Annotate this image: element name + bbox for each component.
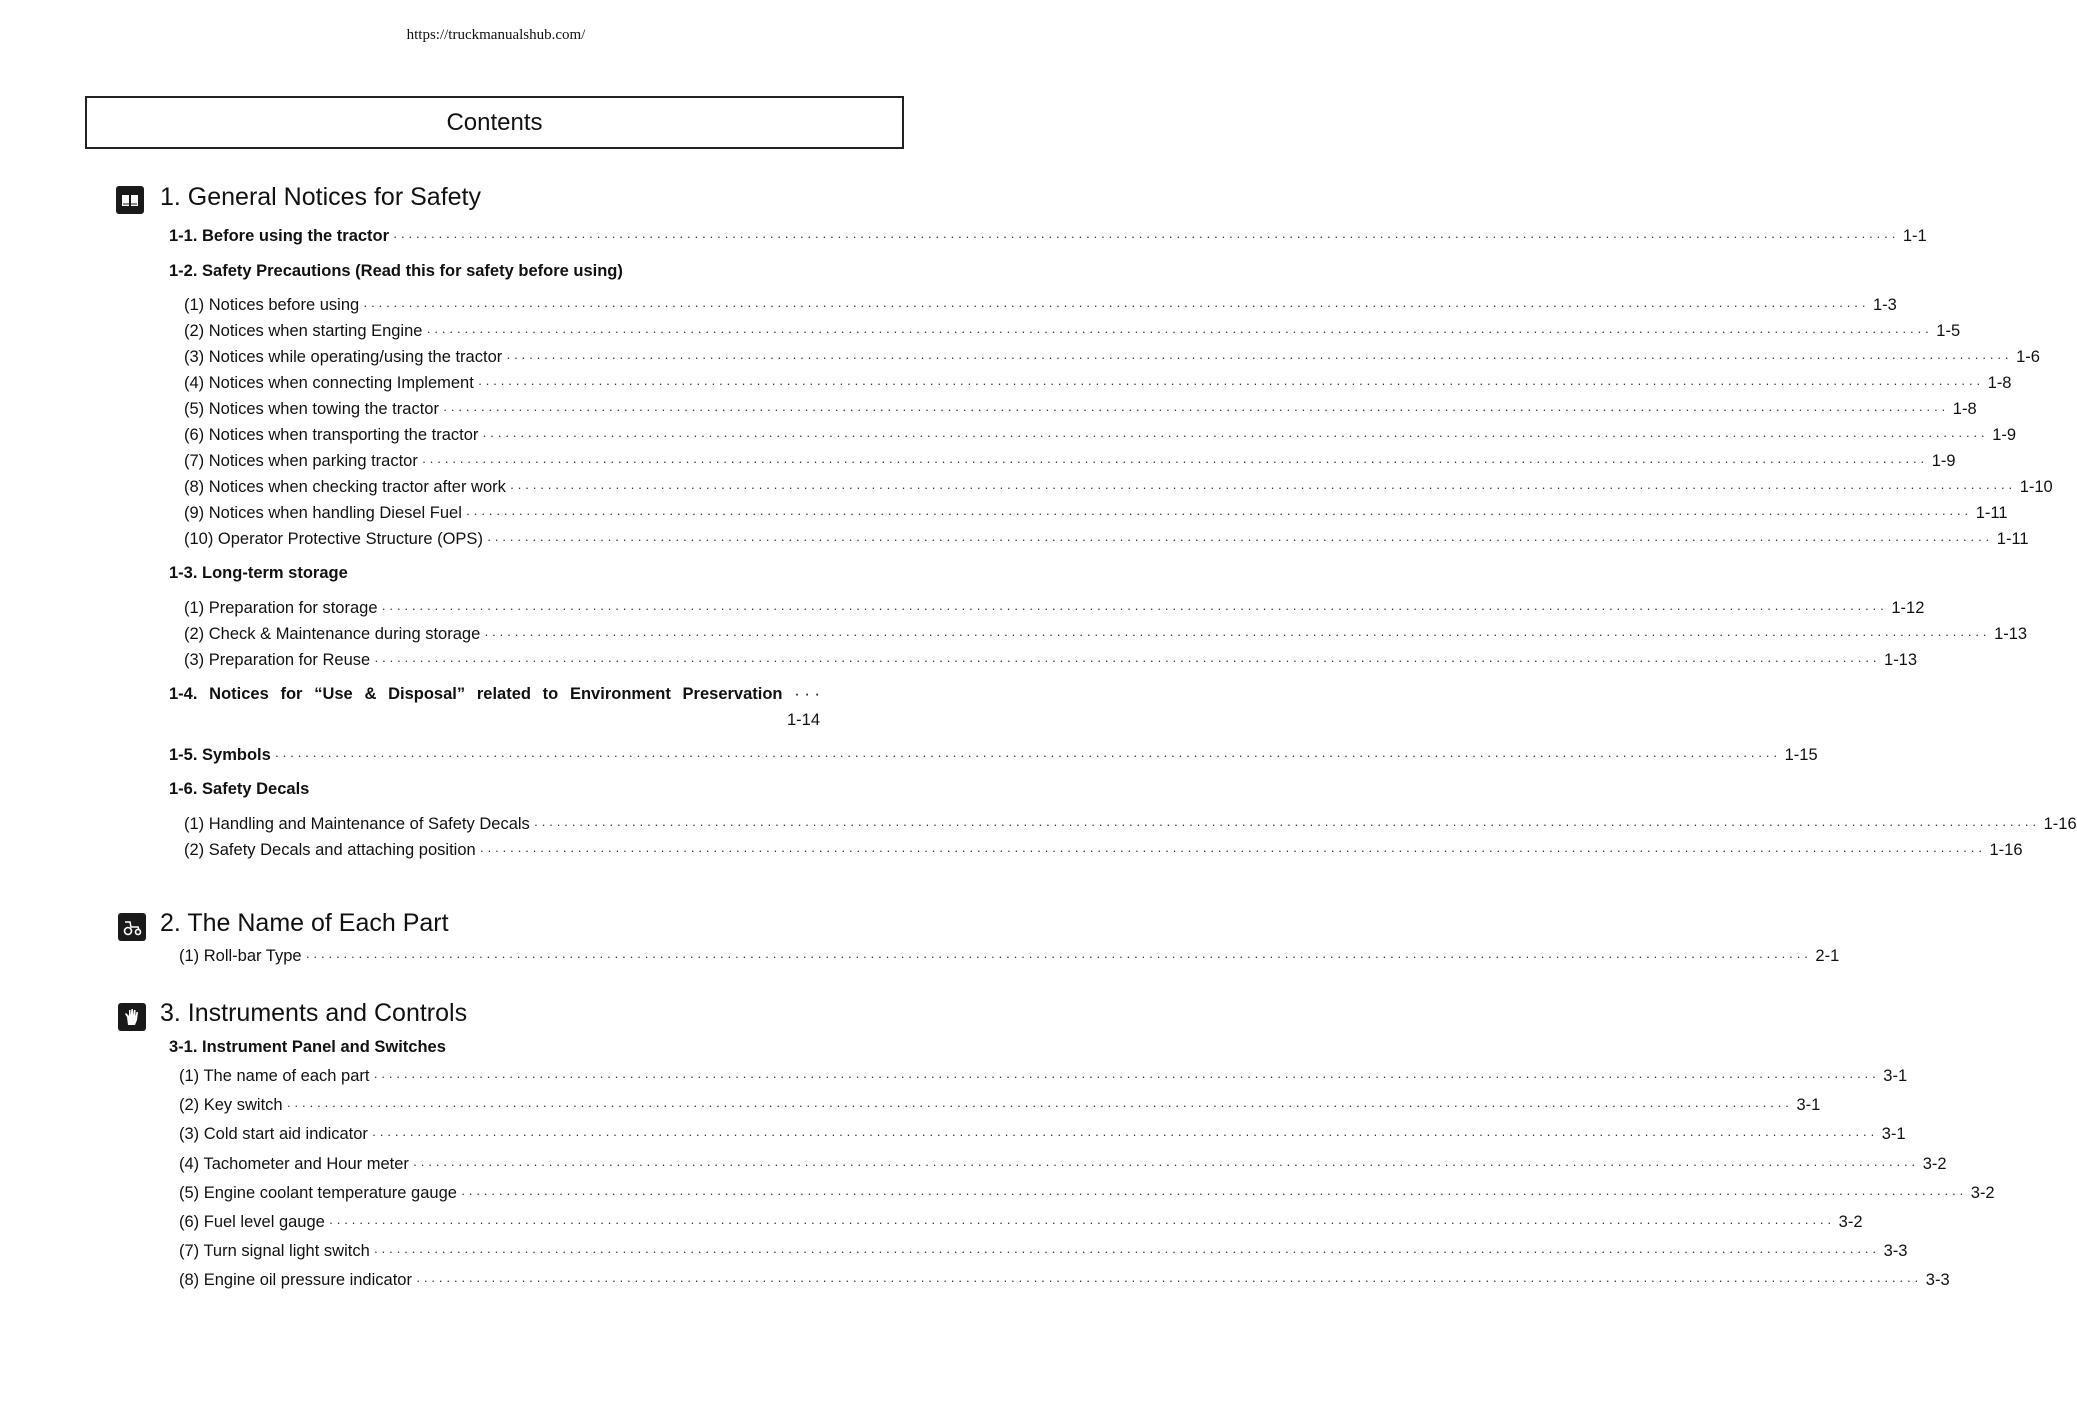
leader-dots: ········································································································································································································ (371, 1127, 1878, 1143)
entry-page: 3-2 (1922, 1154, 1947, 1173)
chapter-1-title: 1. General Notices for Safety (160, 183, 481, 211)
leader-dots: ········································································································································································································ (363, 298, 1869, 313)
toc-entry[interactable] (184, 295, 1897, 316)
toc-entry[interactable] (179, 1241, 1908, 1262)
heading-word: Disposal” (388, 685, 466, 703)
entry-label: (4) Tachometer and Hour meter (179, 1154, 409, 1173)
entry-label: (6) Notices when transporting the tractor (184, 426, 479, 444)
entry-label: (1) Roll-bar Type (179, 947, 302, 965)
leader-dots: ········································································································································································································ (373, 1069, 1880, 1084)
toc-entry[interactable] (184, 529, 2029, 550)
entry-page: 1-3 (1873, 296, 1897, 314)
leader-dots: ········································································································································································································ (442, 402, 1949, 417)
entry-label: (6) Fuel level gauge (179, 1213, 325, 1231)
chapter-3-title: 3. Instruments and Controls (160, 999, 468, 1027)
section-1-3-heading[interactable]: 1-3. Long-term storage (169, 564, 348, 582)
book-icon (116, 186, 144, 214)
heading-word: Preservation (682, 685, 783, 703)
leader-dots: ········································································································································································································ (381, 601, 1888, 616)
heading-word: for (280, 685, 303, 703)
toc-entry[interactable] (184, 598, 1925, 619)
section-1-4-heading[interactable] (169, 684, 820, 704)
entry-page: 1-9 (1992, 426, 2017, 444)
entry-page: 1-1 (1902, 227, 1927, 245)
leader-dots: ········································································································································································································ (415, 1273, 1922, 1289)
toc-entry[interactable] (184, 840, 2023, 861)
entry-label: (7) Notices when parking tractor (184, 452, 418, 470)
chapter-2-title: 2. The Name of Each Part (160, 909, 449, 937)
toc-entry[interactable] (184, 451, 1956, 472)
entry-page: 1-11 (1975, 504, 2008, 522)
entry-label: (9) Notices when handling Diesel Fuel (184, 504, 462, 522)
leader-dots: ········································································································································································································ (426, 324, 1933, 339)
leader-dots: ········································································································································································································ (479, 843, 1986, 858)
toc-entry[interactable] (179, 1270, 1950, 1291)
toc-entry-1-5[interactable] (169, 745, 1818, 766)
entry-page: 3-2 (1838, 1213, 1863, 1231)
heading-word: · · · (794, 685, 820, 703)
toc-entry[interactable] (179, 1095, 1821, 1116)
toc-entry[interactable] (179, 1124, 1906, 1145)
leader-dots: ········································································································································································································ (274, 748, 1781, 763)
toc-entry-1-1[interactable] (169, 226, 1927, 247)
entry-page: 1-6 (2016, 348, 2040, 366)
entry-label: (4) Notices when connecting Implement (184, 374, 474, 392)
entry-label: (3) Preparation for Reuse (184, 651, 371, 669)
toc-entry[interactable] (184, 347, 2040, 368)
leader-dots: ········································································································································································································ (484, 627, 1991, 642)
entry-page: 1-16 (2043, 815, 2077, 833)
toc-entry[interactable] (184, 425, 2017, 446)
entry-page: 1-8 (1987, 374, 2012, 392)
entry-label: (3) Notices while operating/using the tractor (184, 348, 503, 366)
entry-page: 1-5 (1936, 322, 1961, 340)
entry-label: (1) Handling and Maintenance of Safety Decals (184, 815, 530, 833)
toc-entry[interactable] (179, 1066, 1908, 1087)
entry-page: 1-8 (1952, 400, 1977, 418)
entry-page: 2-1 (1815, 947, 1840, 965)
toc-entry[interactable] (179, 1154, 1947, 1175)
heading-word: Notices (209, 685, 269, 703)
entry-page: 3-2 (1970, 1183, 1995, 1202)
entry-page: 3-3 (1883, 1242, 1908, 1261)
toc-entry[interactable] (179, 946, 1840, 967)
heading-word: & (364, 685, 377, 703)
entry-label: (2) Notices when starting Engine (184, 322, 423, 340)
section-1-2-heading[interactable]: 1-2. Safety Precautions (Read this for safety before using) (169, 262, 623, 280)
toc-entry[interactable] (179, 1212, 1863, 1233)
leader-dots: ········································································································································································································ (460, 1185, 1967, 1201)
entry-label: 1-5. Symbols (169, 746, 271, 764)
leader-dots: ········································································································································································································ (421, 454, 1928, 469)
entry-label: (1) The name of each part (179, 1067, 370, 1085)
entry-page: 1-9 (1931, 452, 1956, 470)
entry-label: (1) Notices before using (184, 296, 360, 314)
leader-dots: ········································································································································································································ (477, 376, 1984, 391)
entry-page: 1-13 (1994, 625, 2028, 643)
entry-label: (7) Turn signal light switch (179, 1242, 370, 1261)
entry-page: 1-12 (1891, 599, 1925, 617)
entry-label: (2) Safety Decals and attaching position (184, 841, 476, 859)
entry-label: (2) Check & Maintenance during storage (184, 625, 481, 643)
entry-page: 3-1 (1883, 1067, 1908, 1085)
leader-dots: ········································································································································································································ (482, 428, 1989, 443)
section-1-4-page: 1-14 (786, 711, 820, 729)
leader-dots: ········································································································································································································ (506, 350, 2013, 365)
entry-page: 1-10 (2019, 478, 2053, 496)
toc-entry[interactable] (184, 650, 1918, 671)
entry-label: (5) Engine coolant temperature gauge (179, 1183, 457, 1202)
entry-page: 1-13 (1884, 651, 1918, 669)
toc-entry[interactable] (184, 624, 2028, 645)
entry-page: 1-15 (1784, 746, 1818, 764)
leader-dots: ········································································································································································································ (465, 506, 1972, 521)
leader-dots: ········································································································································································································ (374, 653, 1881, 668)
leader-dots: ········································································································································································································ (412, 1156, 1919, 1172)
toc-entry[interactable] (184, 503, 2008, 524)
toc-entry[interactable] (184, 321, 1961, 342)
toc-entry[interactable] (184, 814, 2077, 835)
entry-label: (3) Cold start aid indicator (179, 1125, 368, 1144)
leader-dots: ········································································································································································································ (509, 480, 2016, 495)
heading-word: Environment (569, 685, 671, 703)
contents-title-box (85, 96, 904, 149)
entry-label: 1-1. Before using the tractor (169, 227, 390, 245)
toc-entry[interactable] (184, 477, 2053, 498)
leader-dots: ········································································································································································································ (286, 1098, 1793, 1114)
toc-entry[interactable] (184, 399, 1977, 420)
entry-page: 1-16 (1989, 841, 2023, 859)
entry-label: (1) Preparation for storage (184, 599, 378, 617)
entry-label: (8) Notices when checking tractor after work (184, 478, 506, 496)
leader-dots: ········································································································································································································ (486, 532, 1993, 547)
section-1-6-heading[interactable]: 1-6. Safety Decals (169, 780, 310, 798)
entry-label: (2) Key switch (179, 1096, 283, 1115)
leader-dots: ········································································································································································································ (305, 949, 1812, 964)
source-url[interactable]: https://truckmanualshub.com/ (406, 27, 586, 43)
tractor-icon (118, 913, 146, 941)
leader-dots: ········································································································································································································ (533, 817, 2040, 832)
entry-label: (10) Operator Protective Structure (OPS) (184, 530, 483, 548)
contents-title: Contents (446, 108, 543, 136)
heading-word: related (476, 685, 531, 703)
heading-word: to (542, 685, 559, 703)
toc-entry[interactable] (184, 373, 2012, 394)
heading-word: 1-4. (169, 685, 198, 703)
hand-icon (118, 1003, 146, 1031)
entry-page: 3-1 (1881, 1125, 1906, 1144)
heading-word: “Use (314, 685, 353, 703)
entry-page: 1-11 (1996, 530, 2029, 548)
leader-dots: ········································································································································································································ (373, 1244, 1880, 1260)
entry-label: (8) Engine oil pressure indicator (179, 1271, 412, 1290)
entry-page: 3-1 (1796, 1096, 1821, 1115)
leader-dots: ········································································································································································································ (393, 229, 1899, 244)
section-3-1-heading[interactable]: 3-1. Instrument Panel and Switches (169, 1038, 446, 1056)
toc-entry[interactable] (179, 1183, 1995, 1204)
leader-dots: ········································································································································································································ (328, 1215, 1835, 1230)
entry-page: 3-3 (1925, 1271, 1950, 1290)
entry-label: (5) Notices when towing the tractor (184, 400, 439, 418)
